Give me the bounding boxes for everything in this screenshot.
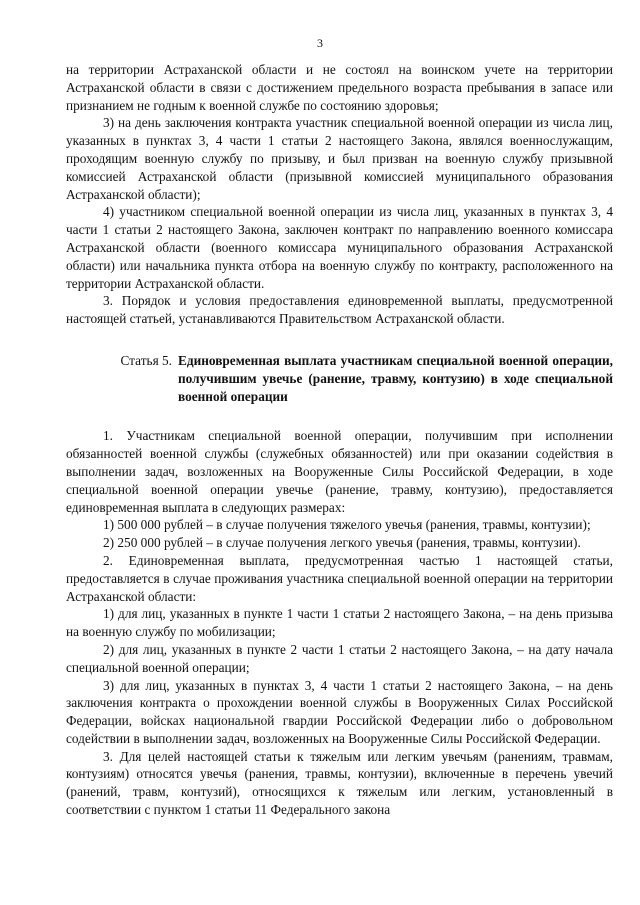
paragraph: 2) 250 000 рублей – в случае получения легкого увечья (ранения, травмы, контузии). xyxy=(103,535,581,551)
paragraph: 4) участником специальной военной операции из числа лиц, указанных в пунктах 3, 4 части 1 статьи 2 настоящего Закона, заключен контракт по направлению военного комиссара Астраханской области (военного комиссара муниципального образования Астраханской области) или начальника пункта отбора на военную службу по контракту, расположенного на территории Астраханской области. xyxy=(66,204,613,291)
paragraph: 2. Единовременная выплата, предусмотренная частью 1 настоящей статьи, предоставляется в случае проживания участника специальной военной операции на территории Астраханской области: xyxy=(66,552,613,604)
paragraph: 3. Порядок и условия предоставления единовременной выплаты, предусмотренной настоящей статьей, устанавливаются Правительством Астраханской области. xyxy=(66,293,613,327)
article-title: Единовременная выплата участникам специальной военной операции, получившим увечье (ранение, травму, контузию) в ходе специальной военной операции xyxy=(178,352,613,404)
paragraph: 3) на день заключения контракта участник специальной военной операции из числа лиц, указанных в пунктах 3, 4 части 1 статьи 2 настоящего Закона, являлся военнослужащим, проходящим военную службу по призыву, и был призван на военную службу призывной комиссией Астраханской области (призывной комиссией муниципального образования Астраханской области); xyxy=(66,115,613,202)
paragraph: 3) для лиц, указанных в пунктах 3, 4 части 1 статьи 2 настоящего Закона, – на день заключения контракта о прохождении военной службы в Вооруженных Силах Российской Федерации, войсках национальной гвардии Российской Федерации либо о добровольном содействии в выполнении задач, возложенных на Вооруженные Силы Российской Федерации. xyxy=(66,677,613,746)
paragraph: 3. Для целей настоящей статьи к тяжелым или легким увечьям (ранениям, травмам, контузиям) относятся увечья (ранения, травмы, контузии), включенные в перечень увечий (ранений, травм, контузий), относящихся к тяжелым или легким, установленный в соответствии с пунктом 1 статьи 11 Федерального закона xyxy=(66,748,613,818)
article-label: Статья 5. xyxy=(120,352,172,368)
article-heading xyxy=(66,352,613,405)
paragraph: 1. Участникам специальной военной операции, получившим при исполнении обязанностей военной службы (служебных обязанностей) или при оказании содействия в выполнении задач, возложенных на Вооруженные Силы Российской Федерации, в ходе специальной военной операции увечье (ранение, травму, контузию), предоставляется единовременная выплата в следующих размерах: xyxy=(66,428,613,515)
paragraph: на территории Астраханской области и не состоял на воинском учете на территории Астраханской области в связи с достижением предельного возраста пребывания в запасе или признанием не годным к военной службе по состоянию здоровья; xyxy=(66,62,613,113)
paragraph: 2) для лиц, указанных в пункте 2 части 1 статьи 2 настоящего Закона, – на дату начала специальной военной операции; xyxy=(66,641,613,675)
paragraph: 1) для лиц, указанных в пункте 1 части 1 статьи 2 настоящего Закона, – на день призыва на военную службу по мобилизации; xyxy=(66,606,613,640)
page-number: 3 xyxy=(317,36,323,50)
paragraph: 1) 500 000 рублей – в случае получения тяжелого увечья (ранения, травмы, контузии); xyxy=(103,517,591,533)
document-body xyxy=(66,61,613,819)
